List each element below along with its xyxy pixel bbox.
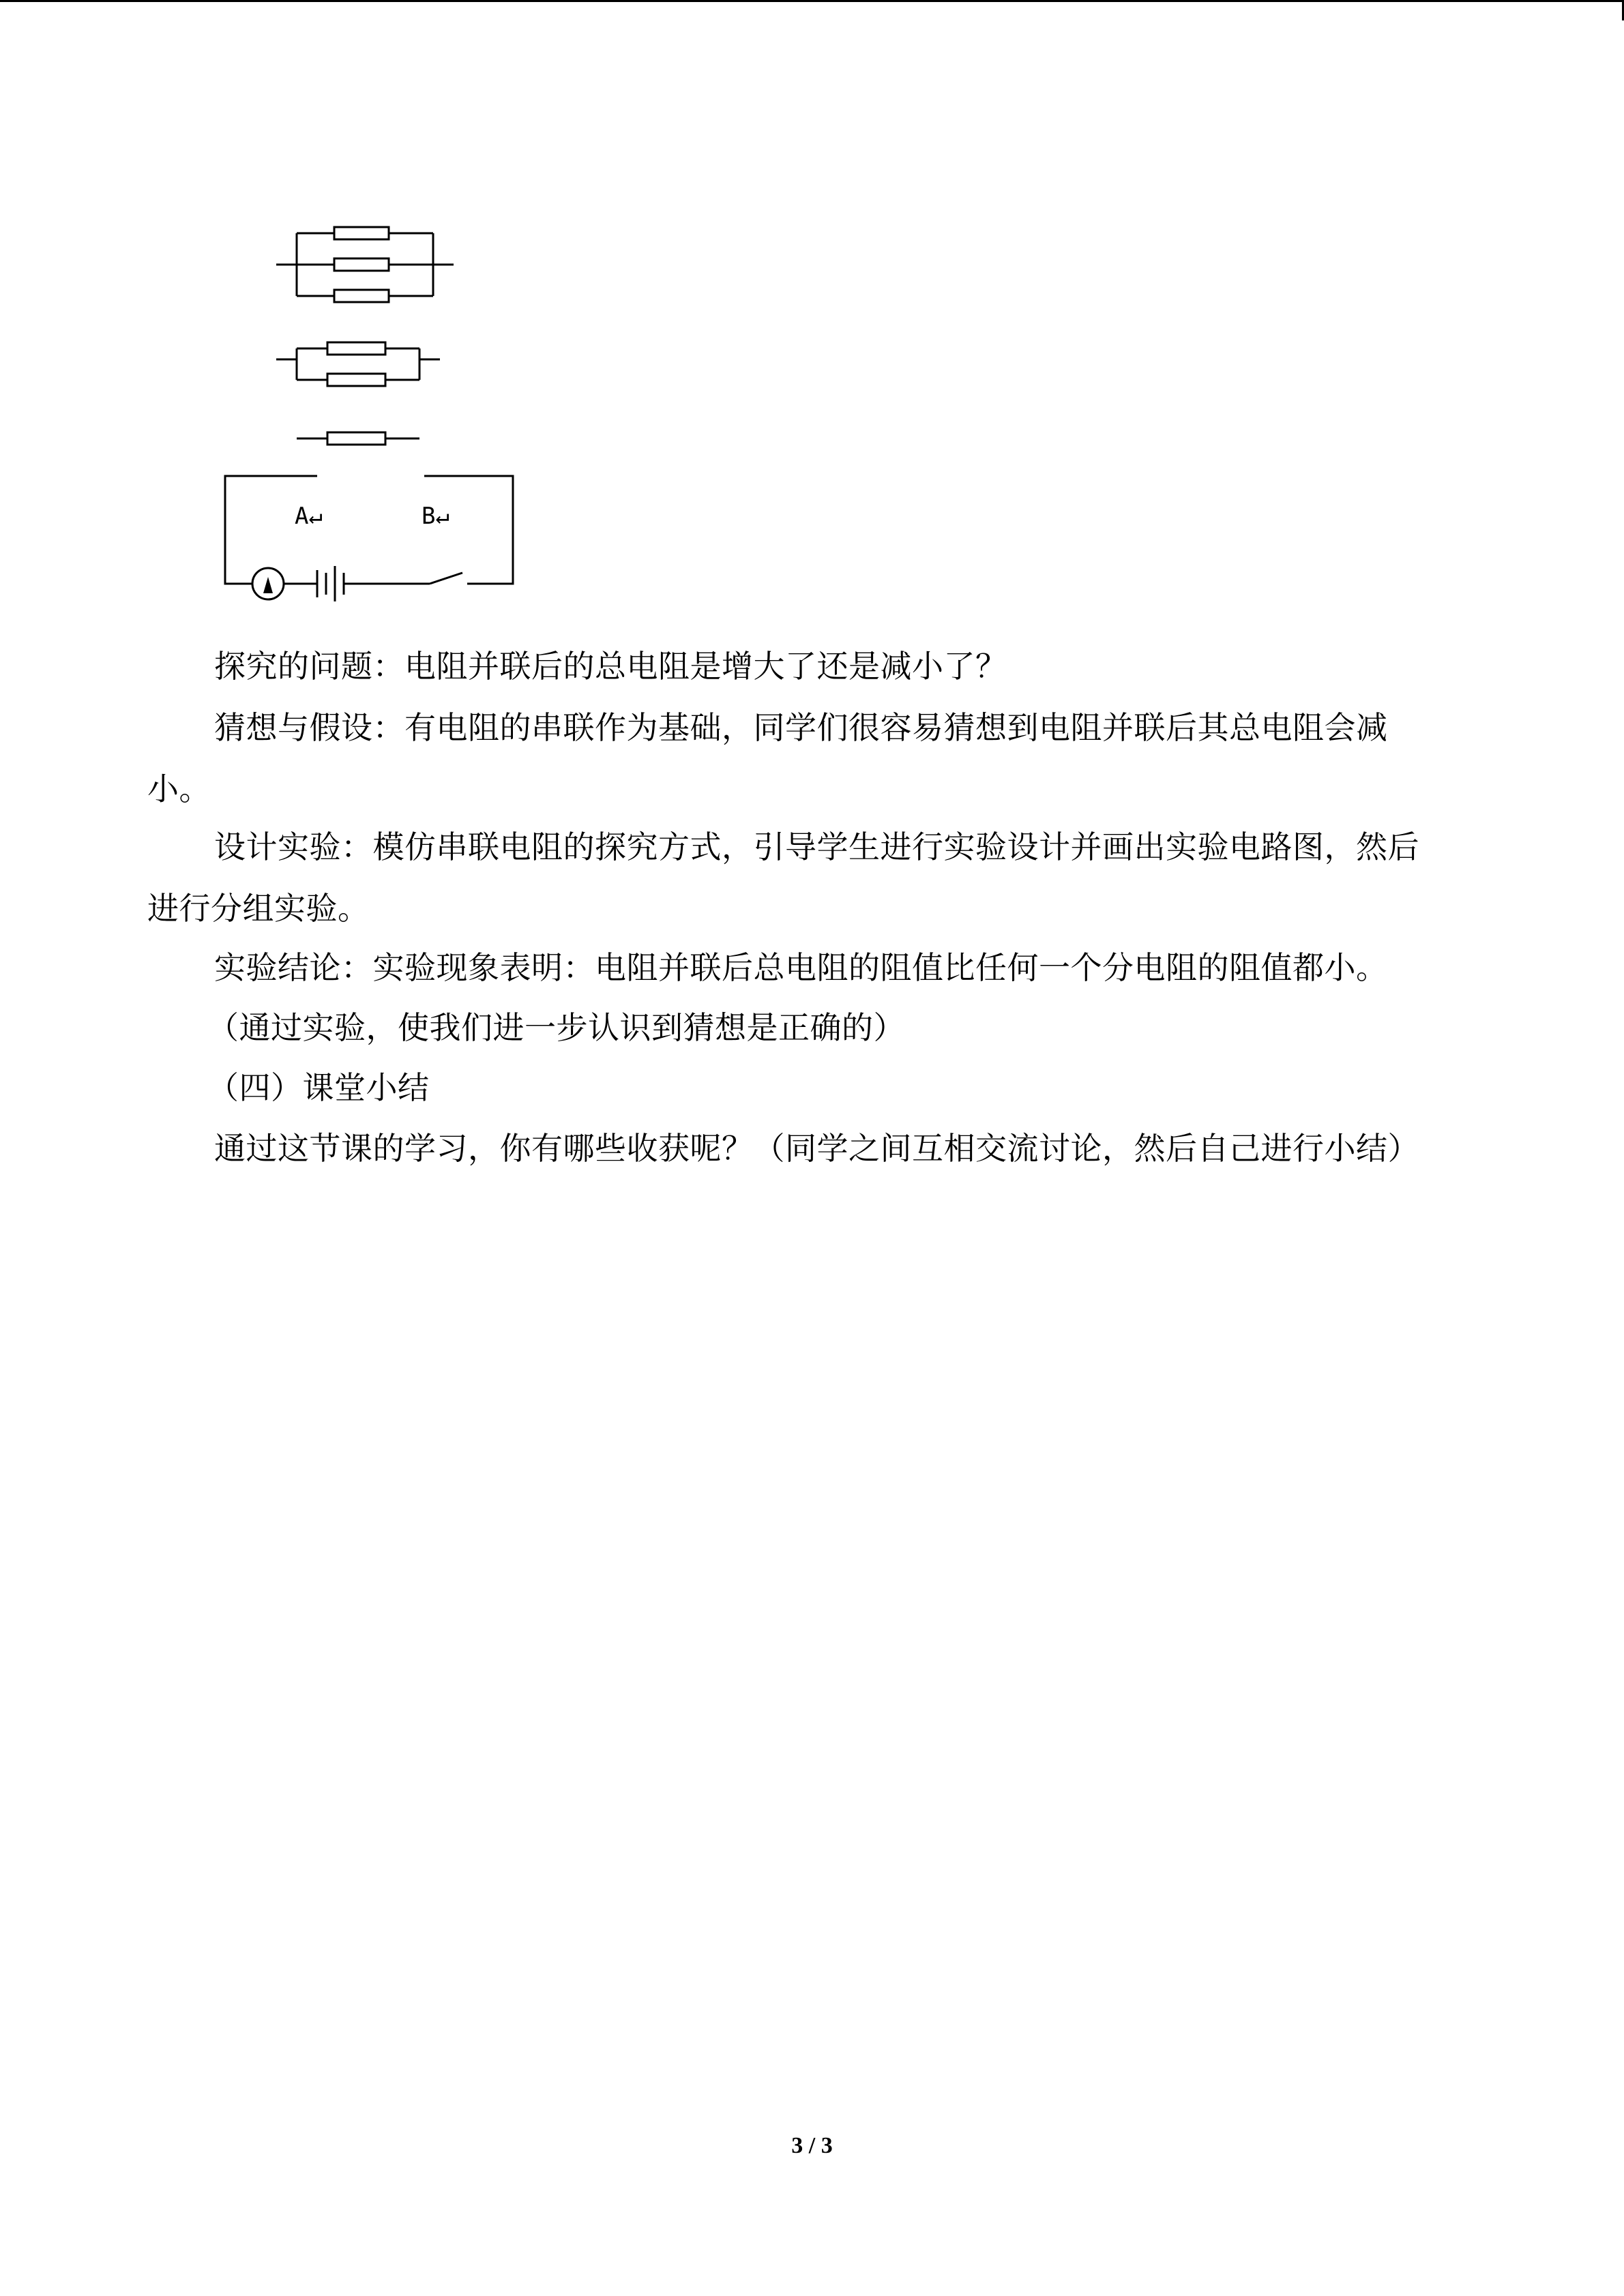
terminal-a-label: A↵ bbox=[295, 503, 323, 530]
paragraph-design-line1: 设计实验：模仿串联电阻的探究方式，引导学生进行实验设计并画出实验电路图，然后 bbox=[214, 829, 1419, 865]
paragraph-design-line2: 进行分组实验。 bbox=[147, 890, 370, 927]
paragraph-summary: 通过这节课的学习，你有哪些收获呢？（同学之间互相交流讨论，然后自己进行小结） bbox=[214, 1130, 1419, 1167]
paragraph-note: （通过实验，使我们进一步认识到猜想是正确的） bbox=[207, 1009, 905, 1046]
page-number: 3 / 3 bbox=[791, 2133, 833, 2158]
paragraph-conclusion: 实验结论：实验现象表明：电阻并联后总电阻的阻值比任何一个分电阻的阻值都小。 bbox=[214, 949, 1388, 986]
paragraph-question: 探究的问题：电阻并联后的总电阻是增大了还是减小了？ bbox=[214, 648, 1007, 685]
terminal-b-label: B↵ bbox=[422, 503, 449, 530]
paragraph-hypothesis-line2: 小。 bbox=[147, 771, 211, 807]
section-heading-summary: （四）课堂小结 bbox=[207, 1069, 430, 1106]
paragraph-hypothesis-line1: 猜想与假设：有电阻的串联作为基础，同学们很容易猜想到电阻并联后其总电阻会减 bbox=[214, 709, 1388, 746]
